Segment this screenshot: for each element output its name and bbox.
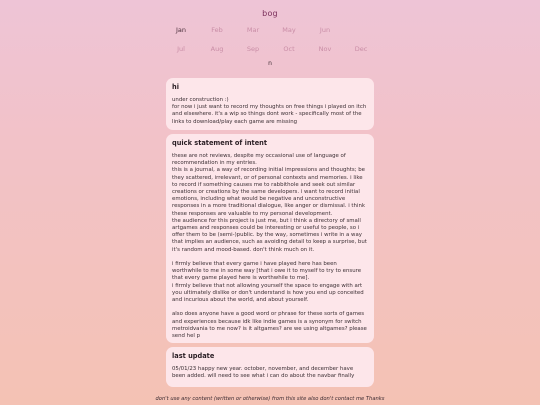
intent-card <box>166 134 374 343</box>
intent-card-title: quick statement of intent <box>172 139 268 147</box>
month-link-oct[interactable]: Oct <box>283 45 295 53</box>
footer-notice: don't use any content (written or otherwise) from this site also don't contact me Thanks <box>155 396 385 402</box>
month-link-jul[interactable]: Jul <box>177 45 185 53</box>
month-link-feb[interactable]: Feb <box>211 26 223 34</box>
intro-card <box>166 78 374 130</box>
month-link-dec[interactable]: Dec <box>354 45 368 53</box>
update-card-body: 05/01/23 happy new year. october, november, and december have been added. will need to see what i can do about the navbar finally <box>172 366 355 380</box>
month-link-jan[interactable]: Jan <box>175 26 187 34</box>
month-link-aug[interactable]: Aug <box>210 45 224 53</box>
section-marker: n <box>268 60 272 67</box>
month-link-jun[interactable]: Jun <box>319 26 331 34</box>
month-link-nov[interactable]: Nov <box>318 45 332 53</box>
update-card-title: last update <box>172 352 215 360</box>
month-link-may[interactable]: May <box>282 26 296 34</box>
intro-card-title: hi <box>172 83 179 91</box>
month-spacer <box>343 26 379 34</box>
month-link-sep[interactable]: Sep <box>246 45 260 53</box>
intent-card-body: these are not reviews, despite my occasional use of language of recommendation in my entries. this is a journal, a way of recording initial impressions and thoughts; be they scattered, irrelevant, or of personal contexts and memories. i like to record if something causes me to rabbithole and seek out similar creations or creations by the same developers. i want to record initial emotions, including what would be negative and unconstructive responses in a more traditional dialogue, like anger or dismissal. i think these responses are valuable to my personal development. the audience for this project is just me, but i think a directory of small artgames and responses could be interesting or useful to people, so i offer them to be (semi-)public. by the way, sometimes i write in a way that implies an audience, such as avoiding detail to keep a surprise, but it's random and mood-based. don't think much on it. i firmly believe that every game i have played here has been worthwhile to me in some way [that i owe it to myself to try to ensure that every game played here is worthwhile to me]. i firmly believe that not allowing yourself the space to engage with art you ultimately dislike or don't understand is how you end up conceited and incurious about the world, and about yourself. also does anyone have a good word or phrase for these sorts of games and experiences because idk like indie games is a synonym for switch metroidvania to me now? is it altgames? are we using altgames? please send hel p <box>172 153 367 340</box>
site-title[interactable]: bog <box>262 9 278 18</box>
intro-card-body: under construction :) for now i just want to record my thoughts on free things i played on itch and elsewhere. it's a wip so things dont work - specifically most of the links to download/play each game are missing <box>172 97 367 125</box>
update-card <box>166 347 374 387</box>
month-link-mar[interactable]: Mar <box>246 26 260 34</box>
month-navbar <box>163 26 379 53</box>
